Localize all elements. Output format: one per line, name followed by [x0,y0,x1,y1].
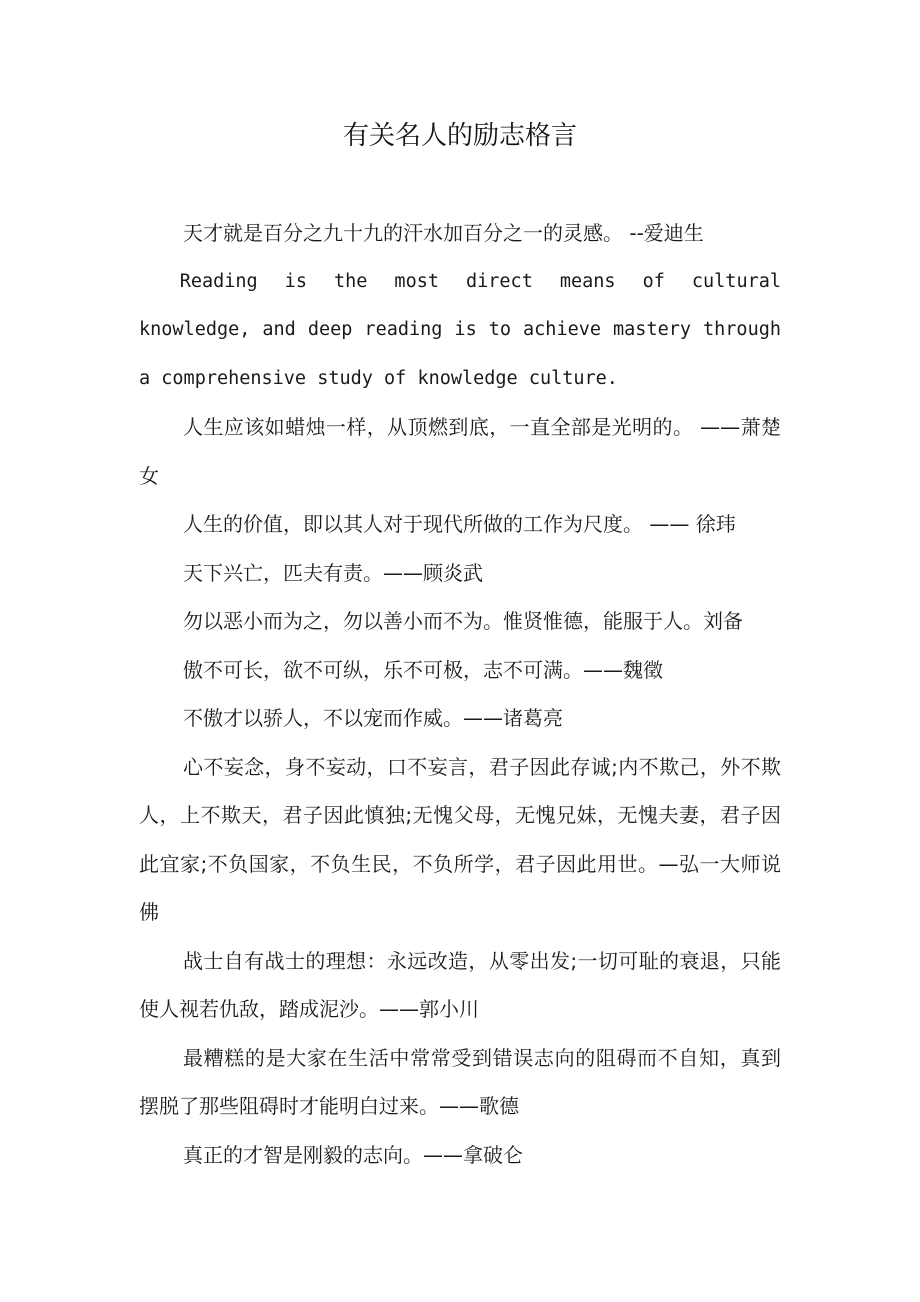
document-body [139,209,781,1179]
quote-paragraph: 战士自有战士的理想：永远改造，从零出发;一切可耻的衰退，只能使人视若仇敌，踏成泥沙。——郭小川 [139,948,781,1021]
quote-paragraph: 勿以恶小而为之，勿以善小而不为。惟贤惟德，能服于人。刘备 [183,609,743,633]
quote-paragraph: 不傲才以骄人，不以宠而作威。——诸葛亮 [183,706,563,730]
quote-paragraph: 天下兴亡，匹夫有责。——顾炎武 [183,560,483,585]
quote-paragraph: 最糟糕的是大家在生活中常常受到错误志向的阻碍而不自知，真到摆脱了那些阻碍时才能明白过来。——歌德 [139,1045,781,1118]
quote-paragraph: 真正的才智是刚毅的志向。——拿破仑 [183,1142,523,1167]
quote-paragraph: Reading is the most direct means of cultural knowledge, and deep reading is to achieve mastery through a comprehensive study of knowledge culture. [139,270,781,389]
quote-paragraph: 心不妄念，身不妄动，口不妄言，君子因此存诚;内不欺己，外不欺人，上不欺天，君子因此慎独;无愧父母，无愧兄妹，无愧夫妻，君子因此宜家;不负国家，不负生民，不负所学，君子因此用世。—弘一大师说佛 [139,754,781,924]
quote-paragraph: 人生的价值，即以其人对于现代所做的工作为尺度。 —— 徐玮 [183,512,736,536]
quote-paragraph: 人生应该如蜡烛一样，从顶燃到底，一直全部是光明的。 ——萧楚女 [139,415,781,488]
quote-paragraph: 天才就是百分之九十九的汗水加百分之一的灵感。 --爱迪生 [183,221,704,245]
quote-paragraph: 傲不可长，欲不可纵，乐不可极，志不可满。——魏徵 [183,657,663,682]
document-title: 有关名人的励志格言 [342,121,577,151]
